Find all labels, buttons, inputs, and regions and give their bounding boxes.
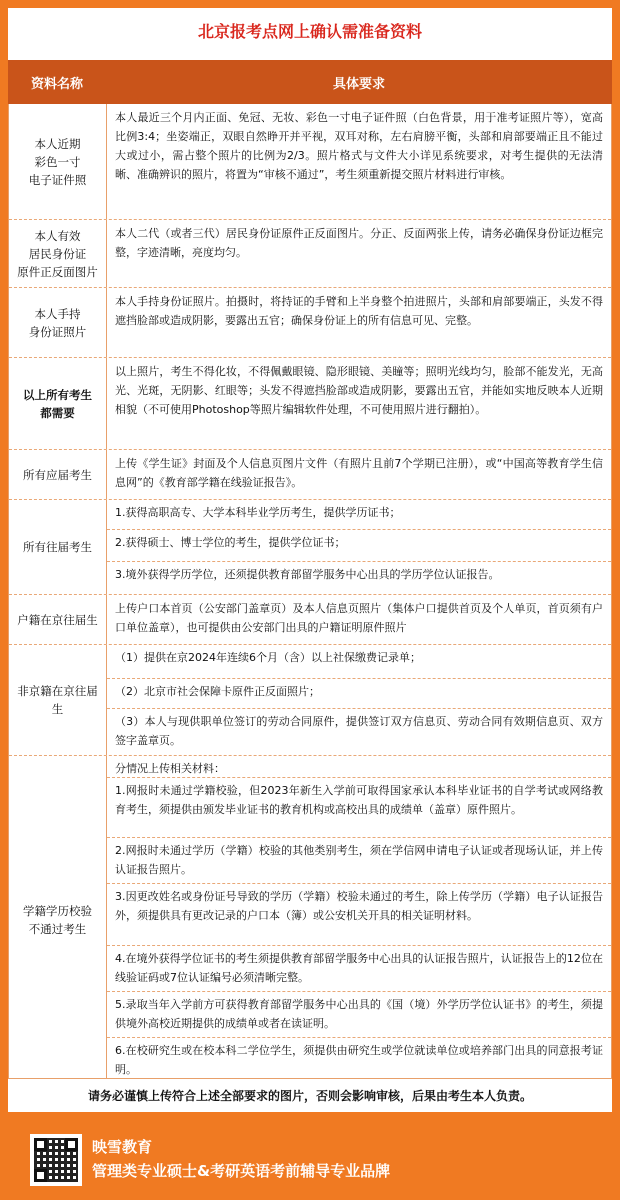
list-item: 3.因更改姓名或身份证号导致的学历（学籍）校验未通过的考生，除上传学历（学籍）电子认证报告外，须提供具有更改记录的户口本（簿）或公安机关开具的相关证明材料。 — [107, 884, 611, 946]
table-row — [9, 595, 611, 645]
header-col-name: 资料名称 — [30, 76, 83, 92]
list-item: 3.境外获得学历学位，还须提供教育部留学服务中心出具的学历学位认证报告。 — [115, 568, 500, 581]
row-items — [107, 756, 611, 1084]
row-label: 本人手持 身份证照片 — [9, 288, 107, 357]
row-text: 本人二代（或者三代）居民身份证原件正反面图片。分正、反面两张上传，请务必确保身份证边框完整，字迹清晰，亮度均匀。 — [115, 227, 603, 259]
brand-name: 映雪教育 — [92, 1138, 153, 1156]
table-row — [9, 288, 611, 358]
list-item: （1）提供在京2024年连续6个月（含）以上社保缴费记录单； — [107, 645, 611, 679]
disclaimer-note: 请务必谨慎上传符合上述全部要求的图片，否则会影响审核，后果由考生本人负责。 — [8, 1078, 612, 1112]
row-label: 学籍学历校验 不通过考生 — [9, 756, 107, 1084]
brand-slogan: 管理类专业硕士&考研英语考前辅导专业品牌 — [92, 1162, 391, 1180]
table-row — [9, 104, 611, 220]
row-items — [107, 645, 611, 755]
row-label: 所有应届考生 — [9, 450, 107, 499]
row-text: 本人手持身份证照片。拍摄时，将持证的手臂和上半身整个拍进照片，头部和肩部要端正，头发不得遮挡脸部或造成阴影，要露出五官；确保身份证上的所有信息可见、完整。 — [115, 295, 603, 327]
table-header — [8, 60, 612, 104]
table-row — [9, 358, 611, 450]
footer-banner — [0, 1120, 620, 1200]
row-text: 上传户口本首页（公安部门盖章页）及本人信息页照片（集体户口提供首页及个人单页，首页须有户口单位盖章），也可提供由公安部门出具的户籍证明原件照片 — [115, 602, 603, 634]
row-text: 以上照片，考生不得化妆，不得佩戴眼镜、隐形眼镜、美瞳等；照明光线均匀，脸部不能发光，无高光、光斑，无阴影、红眼等；头发不得遮挡脸部或造成阴影，要露出五官，并能如实地反映本人近期相貌（不可使用Photoshop等照片编辑软件处理，不可使用照片进行翻拍）。 — [115, 365, 603, 416]
table-row — [9, 450, 611, 500]
list-item: 1.网报时未通过学籍校验，但2023年新生入学前可取得国家承认本科毕业证书的自学考试或网络教育考生，须提供由颁发毕业证书的教育机构或高校出具的成绩单（盖章）原件照片。 — [107, 778, 611, 838]
list-item: 1.获得高职高专、大学本科毕业学历考生，提供学历证书； — [107, 500, 611, 530]
qr-code-icon[interactable] — [30, 1134, 82, 1186]
list-item: 2.获得硕士、博士学位的考生，提供学位证书； — [107, 530, 611, 562]
header-col-requirements: 具体要求 — [332, 76, 385, 92]
table-row — [9, 645, 611, 756]
table-row — [9, 500, 611, 595]
row-label: 本人近期 彩色一寸 电子证件照 — [9, 104, 107, 219]
list-item: 5.录取当年入学前方可获得教育部留学服务中心出具的《国（境）外学历学位认证书》的考生，须提供境外高校近期提供的成绩单或者在读证明。 — [107, 992, 611, 1038]
list-item: 2.网报时未通过学历（学籍）校验的其他类别考生，须在学信网申请电子认证或者现场认证，并上传认证报告照片。 — [107, 838, 611, 884]
row-text: 本人最近三个月内正面、免冠、无妆、彩色一寸电子证件照（白色背景，用于准考证照片等），宽高比例3:4；坐姿端正，双眼自然睁开并平视，双耳对称，左右肩膀平衡，头部和肩部要端正且不能过大或过小，需占整个照片的比例为2/3。照片格式与文件大小详见系统要求，对考生提供的无法清晰、准确辨识的照片，将置为“审核不通过”，考生须重新提交照片材料进行审核。 — [115, 111, 603, 181]
row-items — [107, 500, 611, 594]
list-item: （2）北京市社会保障卡原件正反面照片； — [107, 679, 611, 709]
list-item: 4.在境外获得学位证书的考生须提供教育部留学服务中心出具的认证报告照片，认证报告上的12位在线验证码或7位认证编号必须清晰完整。 — [107, 946, 611, 992]
row-text: 上传《学生证》封面及个人信息页图片文件（有照片且前7个学期已注册），或“中国高等教育学生信息网”的《教育部学籍在线验证报告》。 — [115, 457, 603, 489]
content-panel — [8, 8, 612, 1112]
table-row — [9, 756, 611, 1084]
row-label: 以上所有考生 都需要 — [9, 358, 107, 449]
row-label: 所有往届考生 — [9, 500, 107, 594]
row-label: 户籍在京往届生 — [9, 595, 107, 644]
requirements-table — [8, 104, 612, 1084]
page-title: 北京报考点网上确认需准备资料 — [8, 8, 612, 52]
list-item: （3）本人与现供职单位签订的劳动合同原件，提供签订双方信息页、劳动合同有效期信息页、双方签字盖章页。 — [115, 715, 603, 747]
row-label: 非京籍在京往届生 — [9, 645, 107, 755]
table-row — [9, 220, 611, 288]
list-item: 6.在校研究生或在校本科二学位学生，须提供由研究生或学位就读单位或培养部门出具的同意报考证明。 — [115, 1044, 603, 1076]
row-label: 本人有效 居民身份证 原件正反面图片 — [9, 220, 107, 287]
list-item: 分情况上传相关材料： — [107, 756, 611, 778]
